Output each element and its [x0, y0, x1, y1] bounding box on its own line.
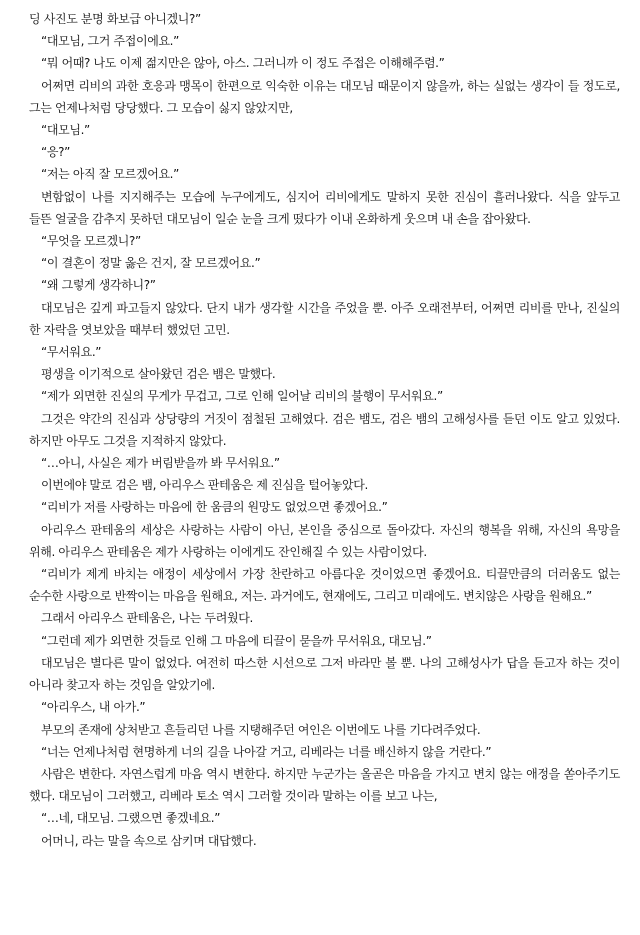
paragraph: 대모님은 별다른 말이 없었다. 여전히 따스한 시선으로 그저 바라만 볼 뿐. 나의 고해성사가 답을 듣고자 하는 것이 아니라 찾고자 하는 것임을 알았기에.	[29, 655, 620, 693]
paragraph: “무서워요.”	[41, 345, 102, 360]
paragraph: “무엇을 모르겠니?”	[41, 234, 141, 249]
paragraph: “왜 그렇게 생각하니?”	[41, 278, 156, 293]
paragraph: 어머니, 라는 말을 속으로 삼키며 대답했다.	[41, 833, 257, 848]
paragraph: “…네, 대모님. 그랬으면 좋겠네요.”	[41, 811, 221, 826]
paragraph: 이번에야 말로 검은 뱀, 아리우스 판테움은 제 진심을 털어놓았다.	[41, 478, 368, 493]
paragraph: 그래서 아리우스 판테움은, 나는 두려웠다.	[41, 611, 253, 626]
paragraph: “너는 언제나처럼 현명하게 너의 길을 나아갈 거고, 리베라는 너를 배신하지 않을 거란다.”	[41, 744, 492, 759]
paragraph: 부모의 존재에 상처받고 흔들리던 나를 지탱해주던 여인은 이번에도 나를 기다려주었다.	[41, 722, 481, 737]
paragraph: “저는 아직 잘 모르겠어요.”	[41, 167, 180, 182]
paragraph: “그런데 제가 외면한 것들로 인해 그 마음에 티끌이 묻을까 무서워요, 대모님.”	[41, 633, 432, 648]
paragraph: 변함없이 나를 지지해주는 모습에 누구에게도, 심지어 리비에게도 말하지 못한 진심이 흘러나왔다. 식을 앞두고 들뜬 얼굴을 감추지 못하던 대모님이 일순 눈을 크게 떴다가 이내 온화하게 웃으며 내 손을 잡아왔다.	[29, 189, 620, 226]
paragraph: 그것은 약간의 진심과 상당량의 거짓이 점철된 고해였다. 검은 뱀도, 검은 뱀의 고해성사를 듣던 이도 알고 있었다. 하지만 아무도 그것을 지적하지 않았다.	[29, 411, 620, 448]
paragraph: 평생을 이기적으로 살아왔던 검은 뱀은 말했다.	[41, 367, 276, 382]
paragraph: “아리우스, 내 아가.”	[41, 700, 146, 715]
paragraph: 사람은 변한다. 자연스럽게 마음 역시 변한다. 하지만 누군가는 올곧은 마음을 가지고 변치 않는 애정을 쏟아주기도 했다. 대모님이 그러했고, 리베라 토소 역시 그러할 것이라 말하는 이를 보고 나는,	[29, 766, 620, 804]
paragraph: “대모님.”	[41, 123, 90, 138]
paragraph: 아리우스 판테움의 세상은 사랑하는 사람이 아닌, 본인을 중심으로 돌아갔다. 자신의 행복을 위해, 자신의 욕망을 위해. 아리우스 판테움은 제가 사랑하는 이에게도 잔인해질 수 있는 사람이었다.	[29, 522, 620, 559]
paragraph: “…아니, 사실은 제가 버림받을까 봐 무서워요.”	[41, 456, 280, 471]
paragraph: “이 결혼이 정말 옳은 건지, 잘 모르겠어요.”	[41, 256, 261, 271]
paragraph: “응?”	[41, 145, 70, 160]
paragraph: 딩 사진도 분명 화보급 아니겠니?”	[29, 12, 201, 26]
paragraph: 어쩌면 리비의 과한 호응과 맹목이 한편으로 익숙한 이유는 대모님 때문이지 않을까, 하는 실없는 생각이 들 정도로, 그는 언제나처럼 당당했다. 그 모습이 싫지 않았지만,	[29, 78, 620, 115]
paragraph: 대모님은 깊게 파고들지 않았다. 단지 내가 생각할 시간을 주었을 뿐. 아주 오래전부터, 어쩌면 리비를 만나, 진실의 한 자락을 엿보았을 때부터 했었던 고민.	[29, 300, 620, 337]
paragraph: “리비가 제게 바치는 애정이 세상에서 가장 찬란하고 아름다운 것이었으면 좋겠어요. 티끌만큼의 더러움도 없는 순수한 사랑으로 반짝이는 마음을 원해요, 저는. 과거에도, 현재에도, 그리고 미래에도. 변치않은 사랑을 원해요.”	[29, 567, 620, 604]
paragraph: “제가 외면한 진실의 무게가 무겁고, 그로 인해 일어날 리비의 불행이 무서워요.”	[41, 389, 443, 404]
paragraph: “리비가 저를 사랑하는 마음에 한 움큼의 원망도 없었으면 좋겠어요.”	[41, 500, 388, 515]
paragraph: “뭐 어때? 나도 이제 젊지만은 않아, 아스. 그러니까 이 정도 주접은 이해해주렴.”	[41, 56, 445, 71]
paragraph: “대모님, 그거 주접이에요.”	[41, 34, 180, 49]
